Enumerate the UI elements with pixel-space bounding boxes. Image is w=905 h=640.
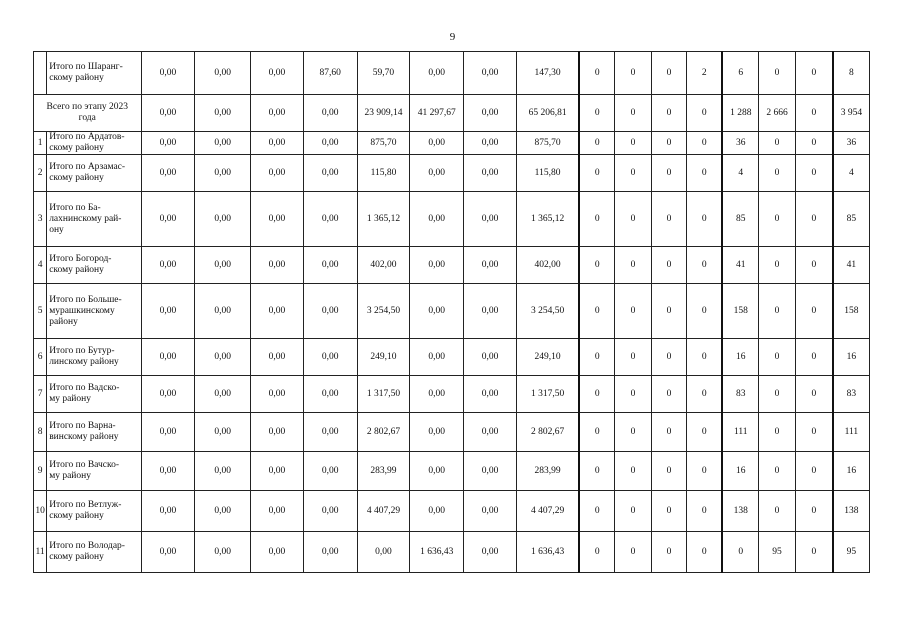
row-label — [47, 452, 141, 491]
table-cell: 16 — [833, 339, 870, 376]
table-row — [34, 376, 870, 413]
table-cell: 41 — [833, 247, 870, 284]
table-cell: 0 — [759, 192, 796, 247]
table-cell: 1 636,43 — [516, 532, 579, 573]
table-cell: 875,70 — [357, 132, 410, 155]
table-cell: 0 — [615, 413, 652, 452]
table-cell: 0,00 — [141, 155, 195, 192]
table-cell: 2 666 — [759, 95, 796, 132]
table-cell: 4 407,29 — [516, 491, 579, 532]
table-cell: 0 — [579, 339, 615, 376]
table-cell: 0 — [615, 376, 652, 413]
table-cell: 0,00 — [303, 192, 357, 247]
table-cell: 0 — [615, 155, 652, 192]
table-cell: 2 — [687, 52, 723, 95]
table-cell: 0 — [615, 532, 652, 573]
table-cell: 111 — [722, 413, 759, 452]
table-cell: 0 — [795, 491, 833, 532]
table-cell: 0,00 — [303, 247, 357, 284]
table-cell: 0,00 — [195, 284, 251, 339]
table-cell: 3 254,50 — [357, 284, 410, 339]
table-cell: 0,00 — [464, 155, 517, 192]
table-cell: 0 — [651, 339, 687, 376]
table-cell: 158 — [722, 284, 759, 339]
row-index: 8 — [34, 413, 47, 452]
table-cell: 3 254,50 — [516, 284, 579, 339]
table-cell: 0,00 — [251, 95, 304, 132]
table-cell: 0,00 — [141, 247, 195, 284]
table-cell: 0,00 — [464, 452, 517, 491]
table-cell: 0,00 — [410, 376, 464, 413]
row-label-line: му району — [49, 471, 91, 481]
table-cell: 59,70 — [357, 52, 410, 95]
table-cell: 0 — [795, 284, 833, 339]
table-cell: 0 — [687, 95, 723, 132]
table-row — [34, 95, 870, 132]
row-label-line: линскому району — [49, 357, 119, 367]
table-cell: 0 — [579, 132, 615, 155]
table-cell: 0 — [579, 376, 615, 413]
table-cell: 85 — [833, 192, 870, 247]
row-label — [47, 376, 141, 413]
table-cell: 0,00 — [410, 284, 464, 339]
table-cell: 36 — [833, 132, 870, 155]
table-row — [34, 247, 870, 284]
table-cell: 0,00 — [141, 192, 195, 247]
row-label-line: Итого по Ветлуж- — [49, 500, 122, 510]
table-cell: 0 — [651, 95, 687, 132]
table-cell: 0 — [795, 376, 833, 413]
row-index: 11 — [34, 532, 47, 573]
table-cell: 402,00 — [516, 247, 579, 284]
table-cell: 0,00 — [410, 52, 464, 95]
table-cell: 0,00 — [141, 132, 195, 155]
table-cell: 0 — [687, 284, 723, 339]
table-cell: 0,00 — [251, 339, 304, 376]
table-cell: 138 — [722, 491, 759, 532]
table-cell: 0 — [687, 452, 723, 491]
row-label — [47, 339, 141, 376]
table-cell: 0 — [795, 155, 833, 192]
row-label-line: скому району — [49, 552, 104, 562]
table-cell: 0 — [795, 532, 833, 573]
table-cell: 0 — [651, 491, 687, 532]
table-cell: 83 — [833, 376, 870, 413]
row-label-line: Итого по Вадско- — [49, 383, 120, 393]
table-cell: 0,00 — [195, 413, 251, 452]
table-cell: 138 — [833, 491, 870, 532]
table-cell: 0,00 — [303, 155, 357, 192]
table-cell: 23 909,14 — [357, 95, 410, 132]
table-cell: 0,00 — [251, 155, 304, 192]
table-cell: 0,00 — [251, 284, 304, 339]
table-cell: 0 — [795, 192, 833, 247]
table-cell: 0,00 — [464, 95, 517, 132]
row-label-line: ону — [49, 224, 64, 235]
table-cell: 0,00 — [195, 376, 251, 413]
table-cell: 87,60 — [303, 52, 357, 95]
table-cell: 0 — [687, 376, 723, 413]
table-cell: 0,00 — [251, 247, 304, 284]
table-cell: 0,00 — [195, 192, 251, 247]
table-cell: 0,00 — [410, 491, 464, 532]
table-cell: 1 365,12 — [516, 192, 579, 247]
page-number: 9 — [449, 31, 456, 43]
table-cell: 0,00 — [410, 452, 464, 491]
row-label-line: Итого по Арзамас- — [49, 162, 126, 172]
table-cell: 0,00 — [195, 52, 251, 95]
table-cell: 0,00 — [303, 376, 357, 413]
table-cell: 0,00 — [464, 413, 517, 452]
table-cell: 0 — [651, 413, 687, 452]
table-cell: 0,00 — [251, 491, 304, 532]
table-cell: 0 — [759, 52, 796, 95]
table-cell: 36 — [722, 132, 759, 155]
row-label-line: скому району — [49, 173, 104, 183]
table-cell: 0 — [579, 532, 615, 573]
table-cell: 4 407,29 — [357, 491, 410, 532]
table-cell: 0 — [795, 339, 833, 376]
table-cell: 111 — [833, 413, 870, 452]
table-cell: 0,00 — [141, 376, 195, 413]
table-cell: 0 — [795, 52, 833, 95]
table-cell: 0,00 — [251, 376, 304, 413]
table-cell: 0,00 — [410, 339, 464, 376]
table-cell: 0 — [579, 247, 615, 284]
table-cell: 0 — [615, 95, 652, 132]
table-cell: 0 — [795, 95, 833, 132]
row-label-line: Всего по этапу 2023 — [46, 102, 129, 112]
table-cell: 0 — [759, 284, 796, 339]
table-cell: 0 — [579, 192, 615, 247]
table-cell: 0,00 — [303, 132, 357, 155]
row-label-line: скому району — [49, 511, 104, 521]
table-row — [34, 413, 870, 452]
table-cell: 0 — [687, 532, 723, 573]
row-index: 4 — [34, 247, 47, 284]
table-cell: 0 — [795, 132, 833, 155]
table-cell: 115,80 — [357, 155, 410, 192]
table-cell: 0 — [615, 52, 652, 95]
table-cell: 0 — [615, 247, 652, 284]
table-cell: 0 — [687, 413, 723, 452]
table-cell: 0 — [579, 52, 615, 95]
table-cell: 41 297,67 — [410, 95, 464, 132]
table-cell: 83 — [722, 376, 759, 413]
table-cell: 0 — [795, 452, 833, 491]
table-cell: 0,00 — [303, 532, 357, 573]
table-cell: 0 — [687, 155, 723, 192]
table-cell: 41 — [722, 247, 759, 284]
table-cell: 1 288 — [722, 95, 759, 132]
table-cell: 4 — [722, 155, 759, 192]
table-cell: 0,00 — [195, 339, 251, 376]
table-cell: 0 — [651, 532, 687, 573]
table-cell: 283,99 — [516, 452, 579, 491]
row-label-line: Итого по Вачско- — [49, 460, 120, 470]
table-cell: 0 — [759, 339, 796, 376]
table-cell: 0 — [651, 155, 687, 192]
table-cell: 0,00 — [141, 284, 195, 339]
row-index: 2 — [34, 155, 47, 192]
row-index: 7 — [34, 376, 47, 413]
table-cell: 0,00 — [410, 247, 464, 284]
row-label — [47, 247, 141, 284]
table-cell: 0 — [615, 339, 652, 376]
table-cell: 0 — [687, 339, 723, 376]
row-index: 3 — [34, 192, 47, 247]
table-cell: 0,00 — [251, 192, 304, 247]
row-label — [47, 532, 141, 573]
table-cell: 0,00 — [195, 491, 251, 532]
row-index — [34, 52, 47, 95]
table-cell: 0,00 — [251, 532, 304, 573]
table-row — [34, 52, 870, 95]
table-cell: 0,00 — [464, 491, 517, 532]
row-index: 6 — [34, 339, 47, 376]
table-cell: 16 — [833, 452, 870, 491]
row-label-line: скому району — [49, 143, 104, 153]
table-cell: 249,10 — [357, 339, 410, 376]
table-cell: 0,00 — [251, 132, 304, 155]
table-cell: 0 — [795, 247, 833, 284]
table-cell: 0 — [651, 247, 687, 284]
table-cell: 0 — [651, 52, 687, 95]
table-cell: 0,00 — [410, 132, 464, 155]
table-cell: 0,00 — [464, 52, 517, 95]
table-cell: 0,00 — [251, 452, 304, 491]
table-cell: 0,00 — [303, 95, 357, 132]
table-cell: 0,00 — [303, 491, 357, 532]
row-label — [47, 155, 141, 192]
table-cell: 0,00 — [141, 452, 195, 491]
table-cell: 0 — [687, 247, 723, 284]
row-index: 1 — [34, 132, 47, 155]
table-cell: 0 — [759, 413, 796, 452]
table-cell: 0 — [651, 376, 687, 413]
table-cell: 0 — [615, 192, 652, 247]
table-row — [34, 491, 870, 532]
table-cell: 0 — [759, 491, 796, 532]
table-cell: 3 954 — [833, 95, 870, 132]
table-cell: 0 — [651, 132, 687, 155]
table-cell: 0,00 — [410, 155, 464, 192]
table-cell: 0,00 — [464, 192, 517, 247]
table-cell: 0 — [579, 452, 615, 491]
table-cell: 0 — [687, 132, 723, 155]
table-row — [34, 155, 870, 192]
table-cell: 16 — [722, 452, 759, 491]
table-cell: 1 317,50 — [357, 376, 410, 413]
table-cell: 0,00 — [251, 52, 304, 95]
row-index: 5 — [34, 284, 47, 339]
table-cell: 0 — [579, 413, 615, 452]
row-label-line: мурашкинскому — [49, 305, 115, 316]
row-index: 10 — [34, 491, 47, 532]
table-cell: 0 — [615, 491, 652, 532]
table-cell: 0 — [759, 247, 796, 284]
table-cell: 0,00 — [141, 339, 195, 376]
table-cell: 0,00 — [464, 532, 517, 573]
row-label — [47, 192, 141, 247]
table-cell: 8 — [833, 52, 870, 95]
table-cell: 0,00 — [357, 532, 410, 573]
row-label-line: Итого по Ба- — [49, 202, 101, 213]
table-cell: 0 — [579, 284, 615, 339]
table-cell: 0,00 — [141, 95, 195, 132]
table-cell: 85 — [722, 192, 759, 247]
table-cell: 0 — [722, 532, 759, 573]
table-row — [34, 284, 870, 339]
row-label-line: му району — [49, 394, 91, 404]
row-label-line: Итого по Ардатов- — [49, 132, 125, 142]
table-cell: 0 — [795, 413, 833, 452]
table-cell: 0,00 — [141, 413, 195, 452]
table-cell: 0,00 — [141, 52, 195, 95]
table-cell: 0,00 — [303, 339, 357, 376]
row-label-line: скому району — [49, 265, 104, 275]
table-cell: 0,00 — [410, 192, 464, 247]
table-cell: 0,00 — [195, 155, 251, 192]
table-cell: 875,70 — [516, 132, 579, 155]
table-row — [34, 192, 870, 247]
table-cell: 1 636,43 — [410, 532, 464, 573]
table-cell: 0 — [759, 452, 796, 491]
table-cell: 0,00 — [464, 284, 517, 339]
table-cell: 0,00 — [141, 532, 195, 573]
row-label-line: Итого по Володар- — [49, 541, 125, 551]
table-cell: 0 — [579, 95, 615, 132]
row-label — [47, 413, 141, 452]
table-cell: 249,10 — [516, 339, 579, 376]
table-row — [34, 532, 870, 573]
table-cell: 0,00 — [195, 532, 251, 573]
table-cell: 0 — [579, 155, 615, 192]
table-cell: 65 206,81 — [516, 95, 579, 132]
table-cell: 0 — [687, 192, 723, 247]
table-cell: 0,00 — [251, 413, 304, 452]
table-cell: 0,00 — [195, 95, 251, 132]
table-cell: 1 365,12 — [357, 192, 410, 247]
row-label — [47, 491, 141, 532]
table-cell: 0,00 — [464, 339, 517, 376]
table-row — [34, 132, 870, 155]
table-cell: 402,00 — [357, 247, 410, 284]
table-cell: 0 — [615, 132, 652, 155]
table-cell: 0 — [687, 491, 723, 532]
row-label-line: Итого Богород- — [49, 254, 112, 264]
row-label-line: года — [78, 113, 96, 123]
table-cell: 0 — [615, 284, 652, 339]
table-cell: 0,00 — [464, 132, 517, 155]
table-cell: 0 — [615, 452, 652, 491]
row-label — [47, 284, 141, 339]
table-cell: 115,80 — [516, 155, 579, 192]
row-label-line: Итого по Варна- — [49, 421, 116, 431]
row-label-line: Итого по Бутур- — [49, 346, 115, 356]
data-table — [33, 51, 870, 573]
table-cell: 0 — [651, 284, 687, 339]
table-cell: 0 — [759, 155, 796, 192]
row-label-line: Итого по Больше- — [49, 294, 122, 305]
table-cell: 0 — [759, 376, 796, 413]
table-cell: 0,00 — [141, 491, 195, 532]
table-cell: 6 — [722, 52, 759, 95]
row-label-line: винскому району — [49, 432, 119, 442]
table-cell: 158 — [833, 284, 870, 339]
table-cell: 2 802,67 — [516, 413, 579, 452]
table-cell: 16 — [722, 339, 759, 376]
row-label-line: району — [49, 316, 78, 327]
table-cell: 0,00 — [195, 452, 251, 491]
table-cell: 283,99 — [357, 452, 410, 491]
row-label-line: лахнинскому рай- — [49, 213, 122, 224]
table-cell: 0 — [759, 132, 796, 155]
table-cell: 0,00 — [195, 132, 251, 155]
table-cell: 95 — [759, 532, 796, 573]
table-row — [34, 339, 870, 376]
row-label-line: Итого по Шаранг- — [49, 62, 123, 72]
table-row — [34, 452, 870, 491]
table-cell: 0 — [651, 192, 687, 247]
row-label — [47, 52, 141, 95]
table-cell: 0 — [579, 491, 615, 532]
table-cell: 0,00 — [195, 247, 251, 284]
table-cell: 1 317,50 — [516, 376, 579, 413]
row-label-line: скому району — [49, 73, 104, 83]
table-cell: 0,00 — [464, 376, 517, 413]
table-cell: 2 802,67 — [357, 413, 410, 452]
row-index: 9 — [34, 452, 47, 491]
table-cell: 4 — [833, 155, 870, 192]
row-label — [47, 132, 141, 155]
table-cell: 0 — [651, 452, 687, 491]
table-cell: 0,00 — [303, 284, 357, 339]
table-cell: 0,00 — [464, 247, 517, 284]
table-cell: 0,00 — [303, 413, 357, 452]
table-cell: 0,00 — [410, 413, 464, 452]
table-cell: 147,30 — [516, 52, 579, 95]
table-cell: 0,00 — [303, 452, 357, 491]
table-cell: 95 — [833, 532, 870, 573]
row-label — [34, 95, 142, 132]
